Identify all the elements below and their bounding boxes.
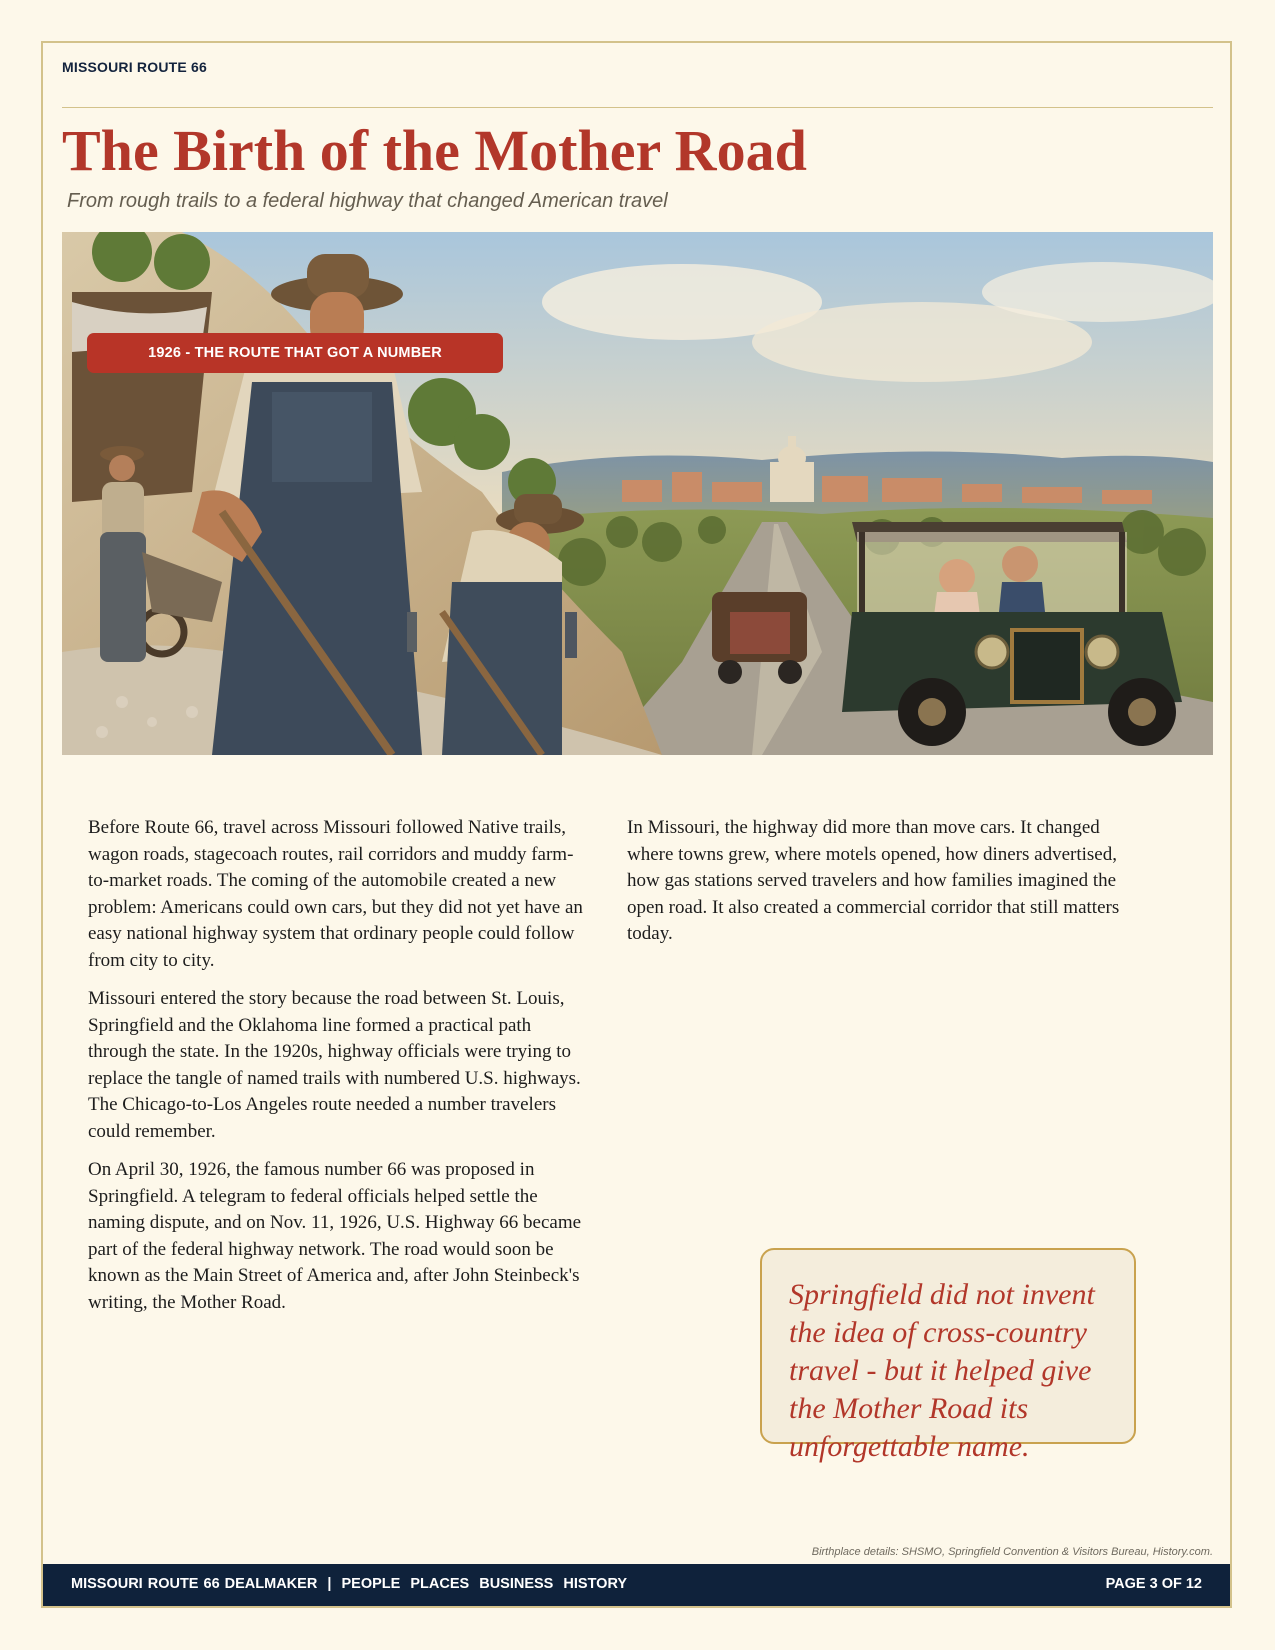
article-paragraph: Missouri entered the story because the road between St. Louis, Springfield and the Oklahoma line formed a practical path through the state. In the 1920s, highway officials were trying to replace the tangle of named trails with numbered U.S. highways. The Chicago-to-Los Angeles route needed a number travelers could remember. [88,988,581,1142]
article-column-right [627,815,1132,960]
header-divider [62,107,1213,108]
source-note: Birthplace details: SHSMO, Springfield Convention & Visitors Bureau, History.com. [811,1546,1213,1558]
page-title: The Birth of the Mother Road [62,118,807,183]
article-column-left [88,815,593,1328]
footer-bar [43,1564,1230,1606]
article-paragraph: Before Route 66, travel across Missouri followed Native trails, wagon roads, stagecoach routes, rail corridors and muddy farm-to-market roads. The coming of the automobile created a new problem: Americans could own cars, but they did not yet have an easy national highway system that ordinary people could follow from city to city. [88,817,583,971]
pull-quote-text: Springfield did not invent the idea of cross-country travel - but it helped give the Mother Road its unforgettable name. [789,1278,1095,1463]
article-paragraph: In Missouri, the highway did more than move cars. It changed where towns grew, where motels opened, how diners advertised, how gas stations served travelers and how families imagined the open road. It also created a commercial corridor that still matters today. [627,817,1120,944]
page-number: PAGE 3 OF 12 [1105,1576,1202,1592]
running-head: MISSOURI ROUTE 66 [62,59,207,75]
page-subtitle: From rough trails to a federal highway that changed American travel [67,190,668,212]
article-paragraph: On April 30, 1926, the famous number 66 was proposed in Springfield. A telegram to federal officials helped settle the naming dispute, and on Nov. 11, 1926, U.S. Highway 66 became part of the federal highway network. The road would soon be known as the Main Street of America and, after John Steinbeck's writing, the Mother Road. [88,1159,582,1313]
hero-illustration [62,232,1213,755]
footer-publication: MISSOURI ROUTE 66 DEALMAKER | PEOPLE PLACES BUSINESS HISTORY [71,1576,628,1592]
hero-year-tag: 1926 - THE ROUTE THAT GOT A NUMBER [87,333,503,373]
road-builders-painting [62,232,1213,755]
